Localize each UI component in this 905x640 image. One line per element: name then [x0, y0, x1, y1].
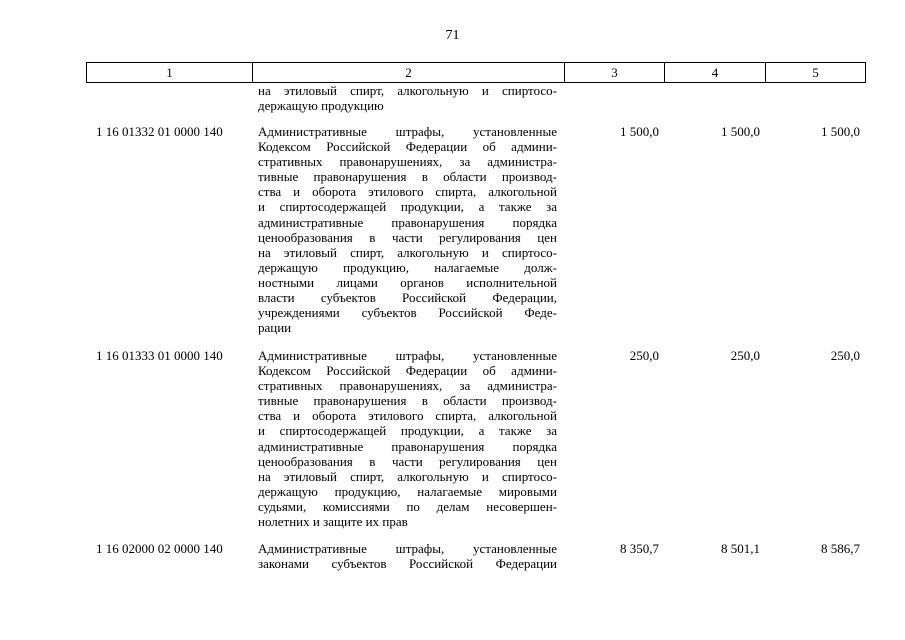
description-line: и спиртосодержащей продукции, а также за [258, 423, 557, 439]
description-line: законами субъектов Российской Федерации [258, 556, 557, 572]
row-value-col4: 1 500,0 [721, 124, 760, 139]
description-line: нолетних и защите их прав [258, 514, 408, 530]
description-line: ства и оборота этилового спирта, алкогольной [258, 184, 557, 200]
description-line: ценообразования в части регулирования цен [258, 453, 557, 469]
description-line: на этиловый спирт, алкогольную и спиртосо- [258, 468, 557, 484]
column-header-2: 2 [253, 63, 565, 82]
row-value-col3: 1 500,0 [620, 124, 659, 139]
description-line: рации [258, 320, 292, 336]
row-description [258, 348, 557, 529]
description-line: держащую продукцию, налагаемые мировыми [258, 483, 557, 499]
row-value-col3: 250,0 [629, 348, 659, 363]
description-line: Административные штрафы, установленные [258, 541, 557, 556]
description-line: держащую продукцию, налагаемые долж- [258, 259, 557, 275]
description-line: Кодексом Российской Федерации об админи- [258, 139, 557, 155]
description-line: Административные штрафы, установленные [258, 124, 557, 139]
description-line: Кодексом Российской Федерации об админи- [258, 363, 557, 379]
row-value-col3: 8 350,7 [620, 541, 659, 556]
continuation-description [258, 83, 557, 113]
row-code: 1 16 01333 01 0000 140 [96, 348, 223, 363]
page-number: 71 [445, 28, 460, 43]
row-code: 1 16 01332 01 0000 140 [96, 124, 223, 139]
description-line: административные правонарушения порядка [258, 438, 557, 454]
column-header-4: 4 [665, 63, 766, 82]
row-code: 1 16 02000 02 0000 140 [96, 541, 223, 556]
description-line: ценообразования в части регулирования цен [258, 229, 557, 245]
description-line: учреждениями субъектов Российской Феде- [258, 305, 557, 321]
row-value-col5: 1 500,0 [821, 124, 860, 139]
description-line: тивные правонарушения в области производ- [258, 393, 557, 409]
row-description [258, 124, 557, 335]
row-value-col4: 8 501,1 [721, 541, 760, 556]
description-line: стративных правонарушениях, за администра- [258, 378, 557, 394]
row-value-col5: 8 586,7 [821, 541, 860, 556]
description-line: ства и оборота этилового спирта, алкогольной [258, 408, 557, 424]
description-line: ностными лицами органов исполнительной [258, 274, 557, 290]
description-line: административные правонарушения порядка [258, 214, 557, 230]
description-line: судьями, комиссиями по делам несовершен- [258, 498, 557, 514]
description-line: власти субъектов Российской Федерации, [258, 290, 557, 306]
column-header-1: 1 [87, 63, 253, 82]
description-line: стративных правонарушениях, за администра- [258, 154, 557, 170]
description-line: и спиртосодержащей продукции, а также за [258, 199, 557, 215]
description-line: на этиловый спирт, алкогольную и спиртосо- [258, 83, 557, 98]
row-value-col5: 250,0 [830, 348, 860, 363]
description-line: тивные правонарушения в области производ- [258, 169, 557, 185]
row-value-col4: 250,0 [730, 348, 760, 363]
description-line: держащую продукцию [258, 98, 384, 114]
table-header [86, 62, 866, 83]
row-description [258, 541, 557, 571]
column-header-3: 3 [565, 63, 665, 82]
description-line: на этиловый спирт, алкогольную и спиртосо- [258, 244, 557, 260]
column-header-5: 5 [812, 65, 819, 80]
description-line: Административные штрафы, установленные [258, 348, 557, 363]
